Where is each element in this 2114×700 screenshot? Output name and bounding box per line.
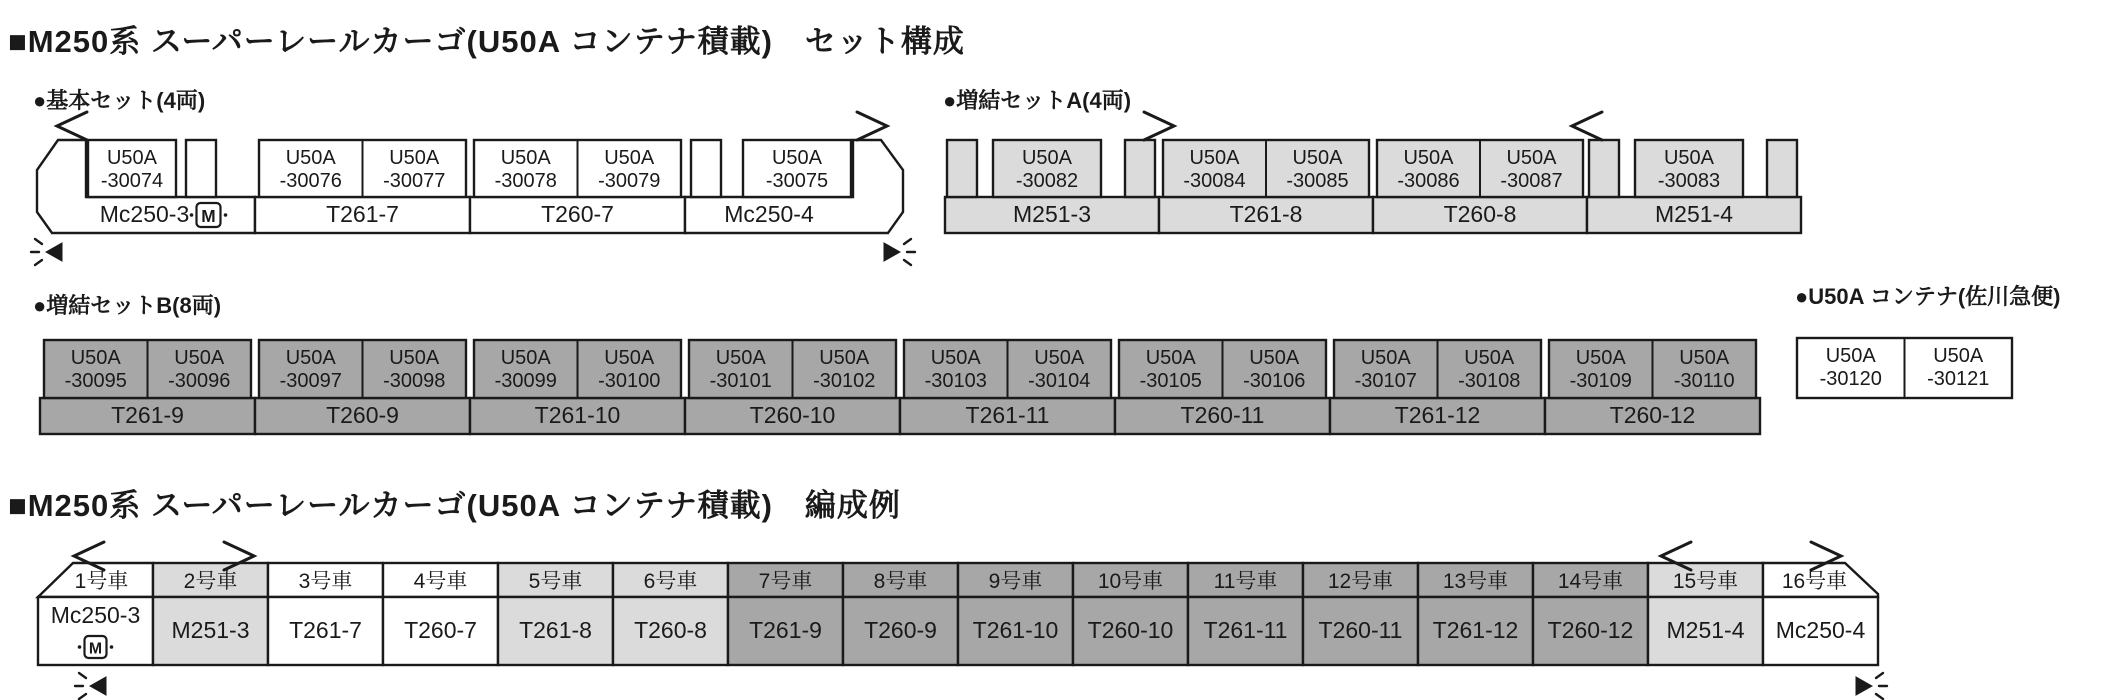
formation-car (1303, 563, 1418, 665)
diagram-text: M251-3 (171, 617, 250, 643)
coupler-arrow (1144, 112, 1174, 140)
diagram-text: U50A (70, 347, 121, 369)
diagram-text: 2号車 (183, 570, 238, 593)
diagram-text: -30084 (1183, 170, 1246, 192)
label-basic-set: ●基本セット(4両) (33, 88, 206, 113)
headlight-cone (90, 677, 106, 695)
diagram-text: Mc250-3 (99, 201, 190, 227)
diagram-text: 10号車 (1097, 570, 1164, 593)
diagram-text: U50A (604, 147, 655, 169)
container-pair-box (904, 340, 1111, 398)
headlight-cone (884, 243, 900, 261)
diagram-text: T261-8 (1229, 201, 1303, 227)
diagram-text: U50A (174, 347, 225, 369)
diagram-text: -30076 (279, 170, 342, 192)
formation-car (1073, 563, 1188, 665)
diagram-text: U50A (1403, 147, 1454, 169)
headlight-cone (1856, 677, 1872, 695)
headlight-ray (35, 239, 42, 244)
diagram-text: -30097 (279, 370, 342, 392)
train-car (470, 140, 685, 233)
container-box (1635, 140, 1743, 197)
diagram-text: -30098 (383, 370, 446, 392)
u50a-standalone-containers (1797, 338, 2012, 398)
diagram-text: 15号車 (1672, 570, 1739, 593)
diagram-text: 1号車 (74, 570, 129, 593)
diagram-text: U50A (604, 347, 655, 369)
diagram-text: U50A (285, 347, 336, 369)
empty-slot-box (1125, 140, 1155, 197)
empty-slot-box (691, 140, 721, 197)
diagram-text: 16号車 (1781, 570, 1848, 593)
formation-car (1188, 563, 1303, 665)
formation-car (1418, 563, 1533, 665)
label-add-on-set-b: ●増結セットB(8両) (33, 293, 222, 318)
container-pair-box (474, 340, 681, 398)
coupler-arrow-icon (857, 112, 887, 140)
headlight-icon (31, 239, 62, 265)
diagram-text: -30120 (1819, 368, 1882, 390)
diagram-text: Mc250-3 (50, 602, 141, 628)
train-set-basic (37, 140, 903, 233)
diagram-text: -30110 (1673, 370, 1735, 392)
motor-dot (224, 213, 228, 217)
formation-car (613, 563, 728, 665)
diagram-text: -30074 (100, 170, 164, 192)
train-car (255, 140, 470, 233)
train-car (1587, 140, 1801, 233)
coupler-arrow (857, 112, 887, 140)
container-pair-box (1334, 340, 1541, 398)
formation-car (843, 563, 958, 665)
diagram-text: -30085 (1286, 170, 1349, 192)
diagram-text: M (88, 640, 103, 658)
box (1589, 140, 1619, 197)
diagram-text: M (201, 205, 216, 226)
container-pair-box (1549, 340, 1756, 398)
diagram-text: T260-12 (1609, 402, 1696, 428)
train-car (900, 340, 1115, 434)
diagram-text: U50A (715, 347, 766, 369)
diagram-text: U50A (106, 147, 158, 169)
train-car (1115, 340, 1330, 434)
section-title-set-structure: ■M250系 スーパーレールカーゴ(U50A コンテナ積載) セット構成 (8, 24, 965, 59)
diagram-text: 13号車 (1442, 570, 1509, 593)
diagram-text: U50A (930, 347, 981, 369)
diagram-text: T260-7 (404, 617, 477, 643)
diagram-text: -30103 (924, 370, 987, 392)
coupler-arrow-icon (57, 112, 87, 140)
diagram-text: U50A (389, 347, 440, 369)
diagram-text: 12号車 (1327, 570, 1394, 593)
container-pair-box (1163, 140, 1369, 197)
train-set-add-on-b (40, 340, 1760, 434)
diagram-text: 11号車 (1213, 570, 1278, 593)
diagram-text: M251-4 (1655, 201, 1733, 227)
diagram-text: -30099 (494, 370, 557, 392)
diagram-text: U50A (1360, 347, 1411, 369)
headlight-ray (1876, 673, 1883, 678)
formation-car (38, 563, 153, 665)
headlight-ray (79, 673, 86, 678)
box (691, 140, 721, 197)
train-car (37, 140, 255, 233)
diagram-text: 8号車 (873, 570, 928, 593)
empty-slot-box (186, 140, 216, 197)
train-car (685, 140, 903, 233)
formation-car (958, 563, 1073, 665)
headlight-ray (1876, 694, 1883, 699)
diagram-text: T261-11 (1203, 617, 1288, 643)
diagram-text: T261-11 (965, 402, 1050, 428)
empty-slot-box (1589, 140, 1619, 197)
diagram-text: U50A (1034, 347, 1085, 369)
diagram-text: -30109 (1569, 370, 1632, 392)
diagram-text: T260-9 (326, 402, 399, 428)
diagram-text: T260-9 (864, 617, 937, 643)
diagram-text: T261-7 (326, 201, 399, 227)
diagram-text: T261-7 (289, 617, 362, 643)
diagram-text: -30105 (1139, 370, 1202, 392)
coupler-arrow (57, 112, 87, 140)
diagram-text: U50A (1663, 147, 1715, 169)
headlight-ray (904, 260, 911, 265)
coupler-arrow-icon (1572, 112, 1602, 140)
diagram-text: T260-7 (541, 201, 614, 227)
headlight-icon (75, 673, 106, 699)
diagram-text: T260-10 (749, 402, 836, 428)
diagram-text: M251-3 (1013, 201, 1091, 227)
formation-car (1763, 563, 1878, 665)
container-pair-box (259, 140, 466, 197)
container-box (88, 140, 176, 197)
headlight-ray (79, 694, 86, 699)
diagram-text: -30096 (168, 370, 231, 392)
diagram-text: -30108 (1458, 370, 1521, 392)
headlight-ray (904, 239, 911, 244)
diagram-text: T260-12 (1547, 617, 1634, 643)
label-add-on-set-a: ●増結セットA(4両) (943, 88, 1132, 113)
diagram-text: -30121 (1927, 368, 1990, 390)
diagram-text: -30104 (1028, 370, 1091, 392)
diagram-text: T261-12 (1432, 617, 1519, 643)
diagram-text: T261-8 (519, 617, 592, 643)
diagram-text: T261-10 (972, 617, 1059, 643)
diagram-text: 5号車 (528, 570, 583, 593)
diagram-text: -30079 (598, 170, 661, 192)
formation-row (38, 563, 1878, 665)
diagram-text: Mc250-4 (1775, 617, 1866, 643)
diagram-text: T261-9 (111, 402, 184, 428)
diagram-text: Mc250-4 (724, 201, 814, 227)
diagram-text: U50A (1933, 345, 1984, 367)
container-pair-box (689, 340, 896, 398)
diagram-text: -30102 (813, 370, 876, 392)
diagram-text: U50A (819, 347, 870, 369)
container-box (743, 140, 851, 197)
formation-car (153, 563, 268, 665)
container-box (993, 140, 1101, 197)
motor-dot (190, 213, 194, 217)
diagram-text: -30106 (1243, 370, 1306, 392)
diagram-text: 4号車 (413, 570, 468, 593)
section-title-formation-example: ■M250系 スーパーレールカーゴ(U50A コンテナ積載) 編成例 (8, 488, 901, 523)
diagram-text: U50A (1679, 347, 1730, 369)
diagram-text: U50A (1292, 147, 1343, 169)
box (1125, 140, 1155, 197)
box (1767, 140, 1797, 197)
diagram-text: T261-10 (534, 402, 621, 428)
coupler-arrow (1572, 112, 1602, 140)
headlight-icon (1856, 673, 1887, 699)
diagram-text: -30077 (383, 170, 446, 192)
diagram-text: U50A (1506, 147, 1557, 169)
diagram-text: 3号車 (298, 570, 353, 593)
formation-car (1648, 563, 1763, 665)
diagram-text: T260-8 (1443, 201, 1517, 227)
train-car (1159, 140, 1373, 233)
train-car (1330, 340, 1545, 434)
diagram-text: 7号車 (758, 570, 813, 593)
diagram-text: U50A (1249, 347, 1300, 369)
diagram-text: -30100 (598, 370, 661, 392)
motor-dot (110, 645, 114, 649)
train-car (1545, 340, 1760, 434)
container-pair-box (259, 340, 466, 398)
diagram-text: T260-11 (1318, 617, 1403, 643)
diagram-text: 9号車 (988, 570, 1043, 593)
diagram-text: T260-8 (634, 617, 707, 643)
formation-car (383, 563, 498, 665)
train-car (40, 340, 255, 434)
train-car (470, 340, 685, 434)
box (186, 140, 216, 197)
diagram-text: U50A (1189, 147, 1240, 169)
diagram-text: U50A (771, 147, 823, 169)
formation-car (728, 563, 843, 665)
headlight-ray (35, 260, 42, 265)
diagram-text: 14号車 (1557, 570, 1624, 593)
diagram-text: -30083 (1657, 170, 1721, 192)
diagram-text: U50A (285, 147, 336, 169)
train-car (255, 340, 470, 434)
headlight-cone (46, 243, 62, 261)
headlight-icon (884, 239, 915, 265)
diagram-text: U50A (1021, 147, 1073, 169)
diagram-text: -30095 (64, 370, 127, 392)
diagram-text: U50A (500, 147, 551, 169)
train-car (685, 340, 900, 434)
label-u50a-containers: ●U50A コンテナ(佐川急便) (1795, 284, 2061, 309)
diagram-text: -30086 (1397, 170, 1460, 192)
diagram-text: -30078 (494, 170, 557, 192)
diagram-text: M251-4 (1666, 617, 1745, 643)
diagram-text: U50A (1575, 347, 1626, 369)
container-pair-box (474, 140, 681, 197)
motor-dot (78, 645, 82, 649)
formation-car (268, 563, 383, 665)
box (947, 140, 977, 197)
diagram-text: U50A (1464, 347, 1515, 369)
train-set-add-on-a (945, 140, 1801, 233)
diagram-text: U50A (1825, 345, 1876, 367)
container-pair-box (1119, 340, 1326, 398)
diagram-text: 6号車 (643, 570, 698, 593)
diagram-text: -30087 (1500, 170, 1563, 192)
diagram-text: T261-9 (749, 617, 822, 643)
diagram-text: T260-10 (1087, 617, 1174, 643)
diagram-text: -30075 (765, 170, 829, 192)
train-car (1373, 140, 1587, 233)
coupler-arrow-icon (1144, 112, 1174, 140)
diagram-text: U50A (1145, 347, 1196, 369)
empty-slot-box (947, 140, 977, 197)
diagram-text: T260-11 (1180, 402, 1265, 428)
diagram-text: -30101 (709, 370, 772, 392)
diagram-text: U50A (500, 347, 551, 369)
diagram-text: U50A (389, 147, 440, 169)
container-pair-box (1797, 338, 2012, 398)
formation-car (1533, 563, 1648, 665)
diagram-text: -30082 (1015, 170, 1079, 192)
container-pair-box (44, 340, 251, 398)
train-car (945, 140, 1159, 233)
formation-car (498, 563, 613, 665)
empty-slot-box (1767, 140, 1797, 197)
container-pair-box (1377, 140, 1583, 197)
diagram-text: T261-12 (1394, 402, 1481, 428)
diagram-text: -30107 (1354, 370, 1417, 392)
